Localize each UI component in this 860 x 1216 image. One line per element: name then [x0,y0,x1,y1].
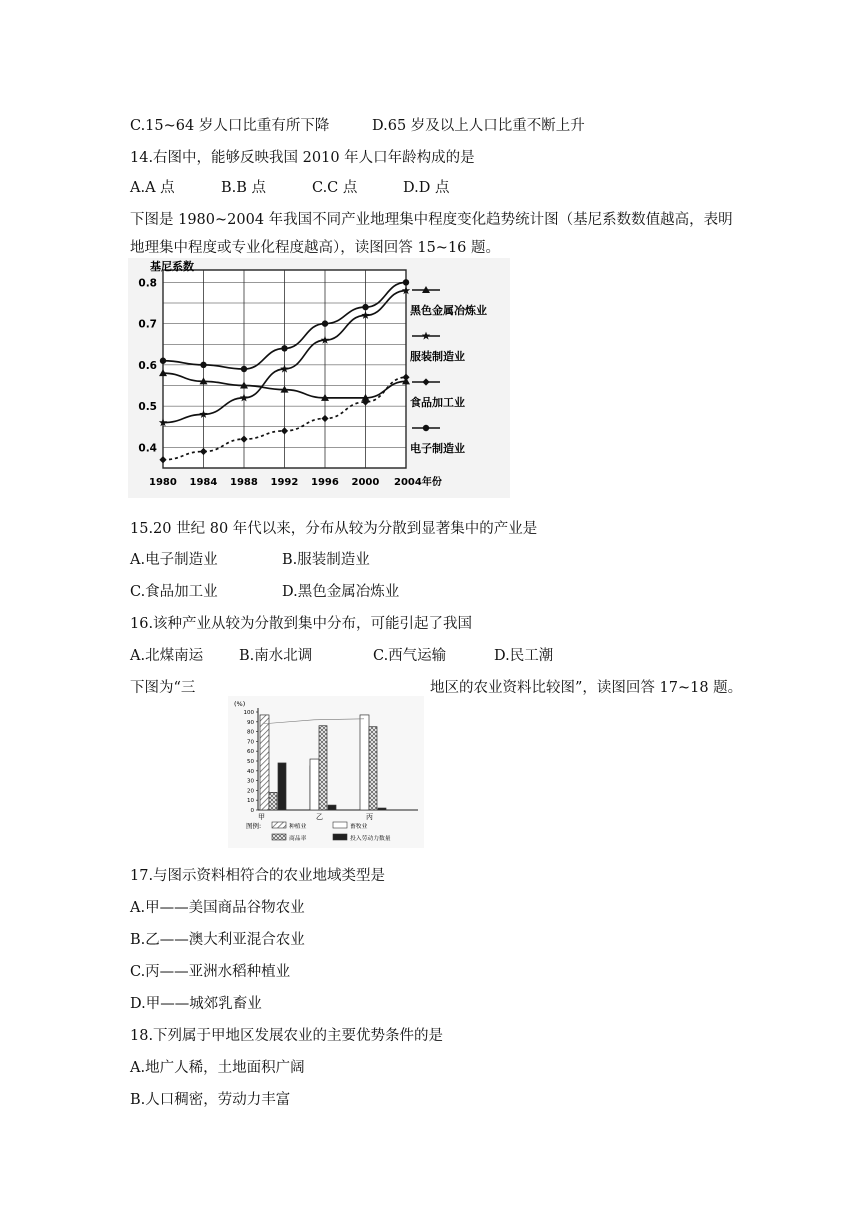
bar-legend-label: 商品率 [289,836,307,842]
bar-legend-swatch [333,834,347,840]
bar-y-tick-label: 40 [247,768,254,775]
bar-y-tick-label: 10 [247,798,254,805]
bar-3 [278,763,286,810]
bar-category-label: 乙 [316,813,323,821]
x-tick-label: 2000 [351,477,380,488]
bar-legend-title: 图例: [246,822,262,830]
y-tick-label: 0.6 [138,359,157,372]
bar-legend-swatch [272,834,286,840]
point-circle [200,362,206,368]
x-tick-label: 1992 [270,477,299,488]
bar-3 [328,805,336,810]
bar-legend-label: 投入劳动力数量 [350,836,391,842]
q18-option-b: B.人口稠密，劳动力丰富 [130,1092,291,1108]
q17-stem: 17.与图示资料相符合的农业地域类型是 [130,868,386,884]
q17-option-c: C.丙——亚洲水稻种植业 [130,964,291,980]
q14-option-d: D.D 点 [403,180,450,196]
x-tick-label: 1996 [311,477,339,488]
bar-legend-label: 畜牧业 [350,824,368,830]
bar-category-label: 甲 [258,813,265,821]
bar-category-label: 丙 [366,813,373,821]
y-tick-label: 0.7 [138,318,157,331]
x-tick-label: 1980 [149,477,177,488]
point-circle [160,358,166,364]
bar-2 [269,792,277,810]
point-circle [241,366,247,372]
bar-y-tick-label: 30 [247,778,254,785]
q15-option-a: A.电子制造业 [130,552,218,568]
q13-option-c: C.15~64 岁人口比重有所下降 [130,118,330,134]
y-tick-label: 0.5 [138,401,157,414]
legend-label: 食品加工业 [410,396,465,409]
intro2-part2: 地区的农业资料比较图”，读图回答 17~18 题。 [430,680,743,696]
bar-3 [378,808,386,810]
q17-option-a: A.甲——美国商品谷物农业 [130,900,305,916]
q13-option-d: D.65 岁及以上人口比重不断上升 [372,118,585,134]
point-circle [423,425,429,431]
point-circle [403,279,409,285]
q18-stem: 18.下列属于甲地区发展农业的主要优势条件的是 [130,1028,444,1044]
legend-label: 服装制造业 [410,350,465,363]
point-circle [281,345,287,351]
q14-option-b: B.B 点 [221,180,267,196]
intro1-line1: 下图是 1980~2004 年我国不同产业地理集中程度变化趋势统计图（基尼系数数值越高，表明 [130,212,733,228]
bar-legend-swatch [272,822,286,828]
bar-planting [260,715,269,810]
q15-option-b: B.服装制造业 [282,552,370,568]
q15-option-d: D.黑色金属冶炼业 [282,584,400,600]
bar-y-tick-label: 60 [247,749,254,756]
point-circle [322,320,328,326]
y-tick-label: 0.4 [138,442,157,455]
bar-y-tick-label: 0 [250,808,254,814]
q15-option-c: C.食品加工业 [130,584,218,600]
intro1-line2: 地理集中程度或专业化程度越高），读图回答 15~16 题。 [130,240,501,256]
bar-y-tick-label: 100 [243,710,254,716]
bar-livestock [310,759,319,810]
x-tick-label: 1984 [189,477,218,488]
q15-stem: 15.20 世纪 80 年代以来，分布从较为分散到显著集中的产业是 [130,521,538,537]
intro2-part1: 下图为“三 [130,680,196,696]
bar-y-tick-label: 80 [247,729,254,736]
q16-stem: 16.该种产业从较为分散到集中分布，可能引起了我国 [130,616,473,632]
x-tick-label: 1988 [230,477,258,488]
bar-y-tick-label: 90 [247,719,254,726]
q16-option-b: B.南水北调 [239,648,313,664]
q18-option-a: A.地广人稀，土地面积广阔 [130,1060,305,1076]
x-tick-label: 2004年份 [394,477,442,488]
y-tick-label: 0.8 [138,277,157,290]
gini-line-chart [128,258,510,498]
q17-option-d: D.甲——城郊乳畜业 [130,996,262,1012]
agriculture-bar-chart [228,696,424,848]
bar-y-tick-label: 70 [247,739,254,746]
bar-y-unit: (%) [234,700,246,708]
point-circle [362,304,368,310]
q17-option-b: B.乙——澳大利亚混合农业 [130,932,305,948]
q16-option-c: C.西气运输 [373,648,447,664]
q14-stem: 14.右图中，能够反映我国 2010 年人口年龄构成的是 [130,150,475,166]
legend-label: 电子制造业 [410,442,465,455]
q16-option-d: D.民工潮 [494,648,554,664]
bar-legend-swatch [333,822,347,828]
bar-y-tick-label: 20 [247,788,254,795]
q16-option-a: A.北煤南运 [130,648,204,664]
q14-option-a: A.A 点 [130,180,175,196]
bar-2 [369,727,377,810]
bar-2 [319,726,327,810]
q14-option-c: C.C 点 [312,180,358,196]
bar-livestock [360,715,369,810]
bar-y-tick-label: 50 [247,759,254,765]
legend-label: 黑色金属冶炼业 [410,304,487,317]
y-axis-label: 基尼系数 [150,260,194,273]
bar-legend-label: 种植业 [289,824,307,830]
